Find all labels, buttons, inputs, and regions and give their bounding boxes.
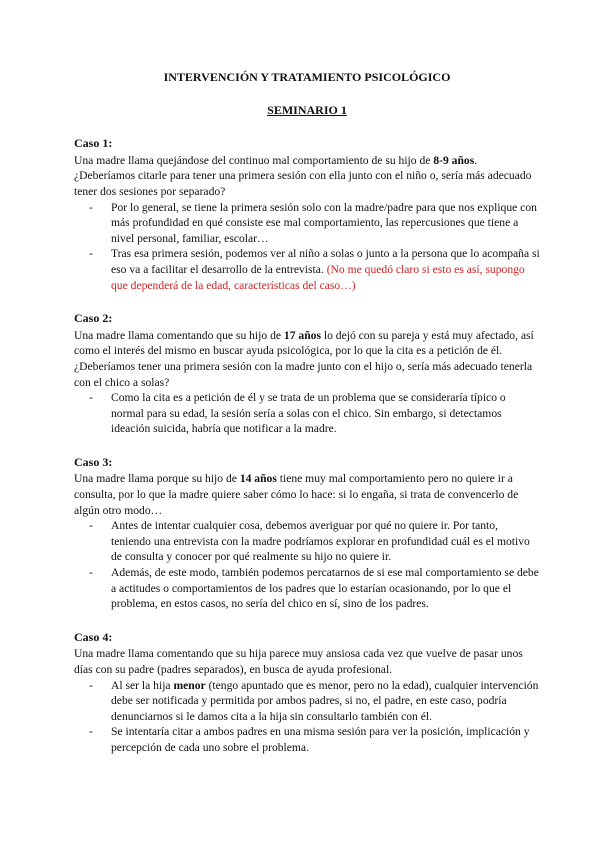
case-point: [111, 678, 540, 725]
point-text: Por lo general, se tiene la primera sesión solo con la madre/padre para que nos explique con más profundidad en qué consiste ese mal comportamiento, las repercusiones que tiene a nivel personal, familiar, escolar…: [111, 200, 537, 245]
case-2: [74, 311, 540, 437]
case-points: [74, 200, 540, 294]
case-point: [111, 565, 540, 612]
point-text: Se intentaría citar a ambos padres en una misma sesión para ver la posición, implicación y percepción de cada uno sobre el problema.: [111, 725, 530, 754]
case-points: [74, 678, 540, 756]
case-intro: [74, 328, 540, 390]
document-title: INTERVENCIÓN Y TRATAMIENTO PSICOLÓGICO: [163, 70, 451, 84]
case-age: 17 años: [283, 328, 321, 342]
case-point: [111, 724, 540, 755]
case-title: Caso 1:: [74, 136, 113, 151]
point-text: Al ser la hija: [111, 678, 174, 692]
case-intro: [74, 153, 540, 200]
point-text: (tengo apuntado que es menor, pero no la edad), cualquier intervención debe ser notificada y permitida por ambos padres, si no, el padre, en este caso, podría denunciarnos si le damos cita a la hija sin consultarlo también con él.: [111, 678, 539, 723]
point-text: Además, de este modo, también podemos percatarnos de si ese mal comportamiento se debe a actitudes o comportamientos de los padres que lo estarían ocasionando, por lo que el problema, en estos casos, no sería del chico en sí, sino de los padres.: [111, 566, 539, 611]
point-bold: menor: [173, 678, 206, 692]
case-title: Caso 3:: [74, 454, 113, 469]
point-text: Tras esa primera sesión, podemos ver al niño a solas o junto a la persona que lo acompaña si eso va a facilitar el desarrollo de la entrevista.: [111, 247, 540, 276]
case-intro-text: tiene muy mal comportamiento pero no quiere ir a consulta, por lo que la madre quiere saber cómo lo hace: si lo engaña, si trata de convencerlo de algún otro modo…: [74, 472, 519, 517]
case-3: [74, 455, 540, 612]
case-intro-text: Una madre llama comentando que su hija parece muy ansiosa cada vez que vuelve de pasar unos días con su padre (padres separados), en busca de ayuda profesional.: [74, 647, 523, 676]
case-point: [111, 246, 540, 293]
case-title: Caso 2:: [74, 311, 113, 326]
case-intro-text: Una madre llama comentando que su hijo de: [74, 328, 284, 342]
case-point: [111, 390, 540, 437]
red-note: (No me quedó claro si esto es así, supongo que dependerá de la edad, características del caso…): [111, 262, 525, 292]
case-age: 8-9 años: [433, 153, 475, 167]
case-4: [74, 630, 540, 756]
case-points: [74, 518, 540, 612]
point-text: Antes de intentar cualquier cosa, debemos averiguar por qué no quiere ir. Por tanto, teniendo una entrevista con la madre podríamos explorar en profundidad cuál es el motivo de consulta y conocer por qué realmente su hijo no quiere ir.: [111, 519, 530, 564]
case-points: [74, 390, 540, 437]
point-text: Como la cita es a petición de él y se trata de un problema que se consideraría típico o normal para su edad, la sesión sería a solas con el chico. Sin embargo, si detectamos ideación suicida, habría que notificar a la madre.: [111, 391, 506, 436]
case-point: [111, 200, 540, 247]
case-title: Caso 4:: [74, 629, 113, 644]
case-intro-text: lo dejó con su pareja y está muy afectado, así como el interés del mismo en buscar ayuda psicológica, por lo que la cita es a petición de él. ¿Deberíamos tener una primera sesión con la madre junto con el hijo o, sería más adecuado tenerla con el chico a solas?: [74, 328, 534, 389]
seminar-heading: SEMINARIO 1: [267, 102, 347, 117]
case-intro-text: Una madre llama quejándose del continuo mal comportamiento de su hijo de: [74, 153, 434, 167]
case-point: [111, 518, 540, 565]
case-intro: [74, 471, 540, 518]
case-intro-text: . ¿Deberíamos citarle para tener una primera sesión con ella junto con el niño o, sería más adecuado tener dos sesiones por separado?: [74, 153, 532, 198]
case-intro-text: Una madre llama porque su hijo de: [74, 472, 240, 486]
case-age: 14 años: [239, 472, 277, 486]
case-intro: [74, 646, 540, 677]
case-1: [74, 136, 540, 293]
